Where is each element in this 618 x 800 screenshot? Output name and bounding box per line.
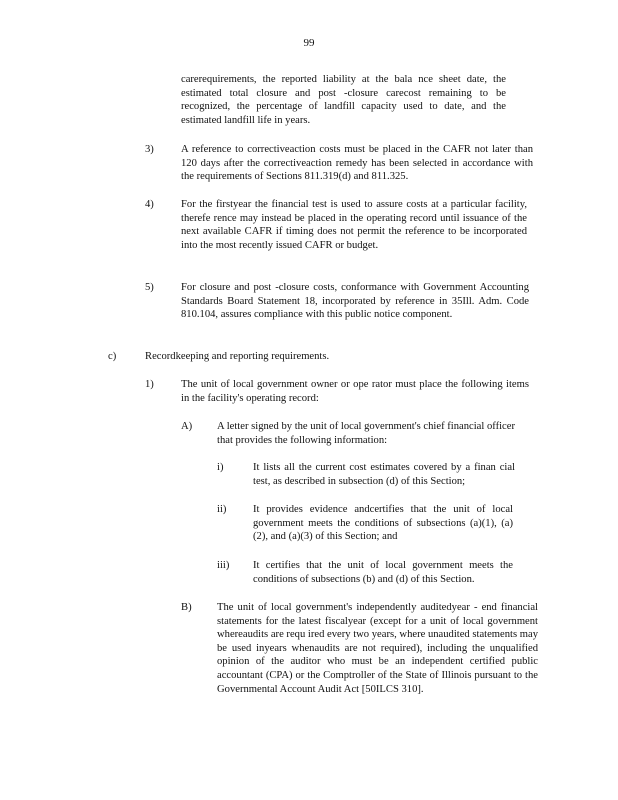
- subitem-iii-text: It certifies that the unit of local government meets the conditions of subsections (b) and (d) of this Section.: [253, 560, 513, 585]
- subitem-ii-text: It provides evidence andcertifies that the unit of local government meets the conditions of subsections (a)(1), (a)(2), and (a)(3) of this Section; and: [253, 504, 513, 543]
- item-A-text: A letter signed by the unit of local government's chief financial officer that provides the following information:: [217, 421, 515, 446]
- item-3-label: 3): [145, 144, 154, 155]
- subitem-ii-label: ii): [217, 504, 227, 515]
- item-5-label: 5): [145, 282, 154, 293]
- item-4-text: For the firstyear the financial test is used to assure costs at a particular facility, therefe rence may instead be placed in the operating record until issuance of the next available CAFR if timing does not permit the reference to be incorporated into the most recently issued CAFR or budget.: [181, 199, 527, 251]
- subitem-i-label: i): [217, 462, 224, 473]
- subitem-i-text: It lists all the current cost estimates covered by a finan cial test, as described in subsection (d) of this Section;: [253, 462, 515, 487]
- subitem-iii-label: iii): [217, 560, 230, 571]
- item-c-1-text: The unit of local government owner or ope rator must place the following items in the facility's operating record:: [181, 379, 529, 404]
- continuation-paragraph: carerequirements, the reported liability at the bala nce sheet date, the estimated total closure and post -closure carecost remaining to be recognized, the percentage of landfill capacity used to date, and the estimated landfill life in years.: [181, 74, 506, 126]
- section-c-heading: Recordkeeping and reporting requirements.: [145, 351, 330, 362]
- item-4-label: 4): [145, 199, 154, 210]
- item-B-label: B): [181, 602, 192, 613]
- item-c-1-label: 1): [145, 379, 154, 390]
- item-5-text: For closure and post -closure costs, conformance with Government Accounting Standards Board Statement 18, incorporated by reference in 35Ill. Adm. Code 810.104, assures compliance with this public notice component.: [181, 282, 529, 321]
- item-3-text: A reference to correctiveaction costs must be placed in the CAFR not later than 120 days after the correctiveaction remedy has been selected in accordance with the requirements of Sections 811.319(d) and 811.325.: [181, 144, 533, 183]
- page-number: 99: [303, 37, 315, 49]
- item-B-text: The unit of local government's independently auditedyear - end financial statements for the latest fiscalyear (except for a unit of local government whereaudits are requ ired every two years, where unaudited statements may be used inyears whenaudits are not required), including the unqualified opinion of the auditor who must be an independent certified public accountant (CPA) or the Comptroller of the State of Illinois pursuant to the Governmental Account Audit Act [50ILCS 310].: [217, 602, 538, 695]
- section-c-label: c): [108, 351, 117, 362]
- item-A-label: A): [181, 421, 193, 432]
